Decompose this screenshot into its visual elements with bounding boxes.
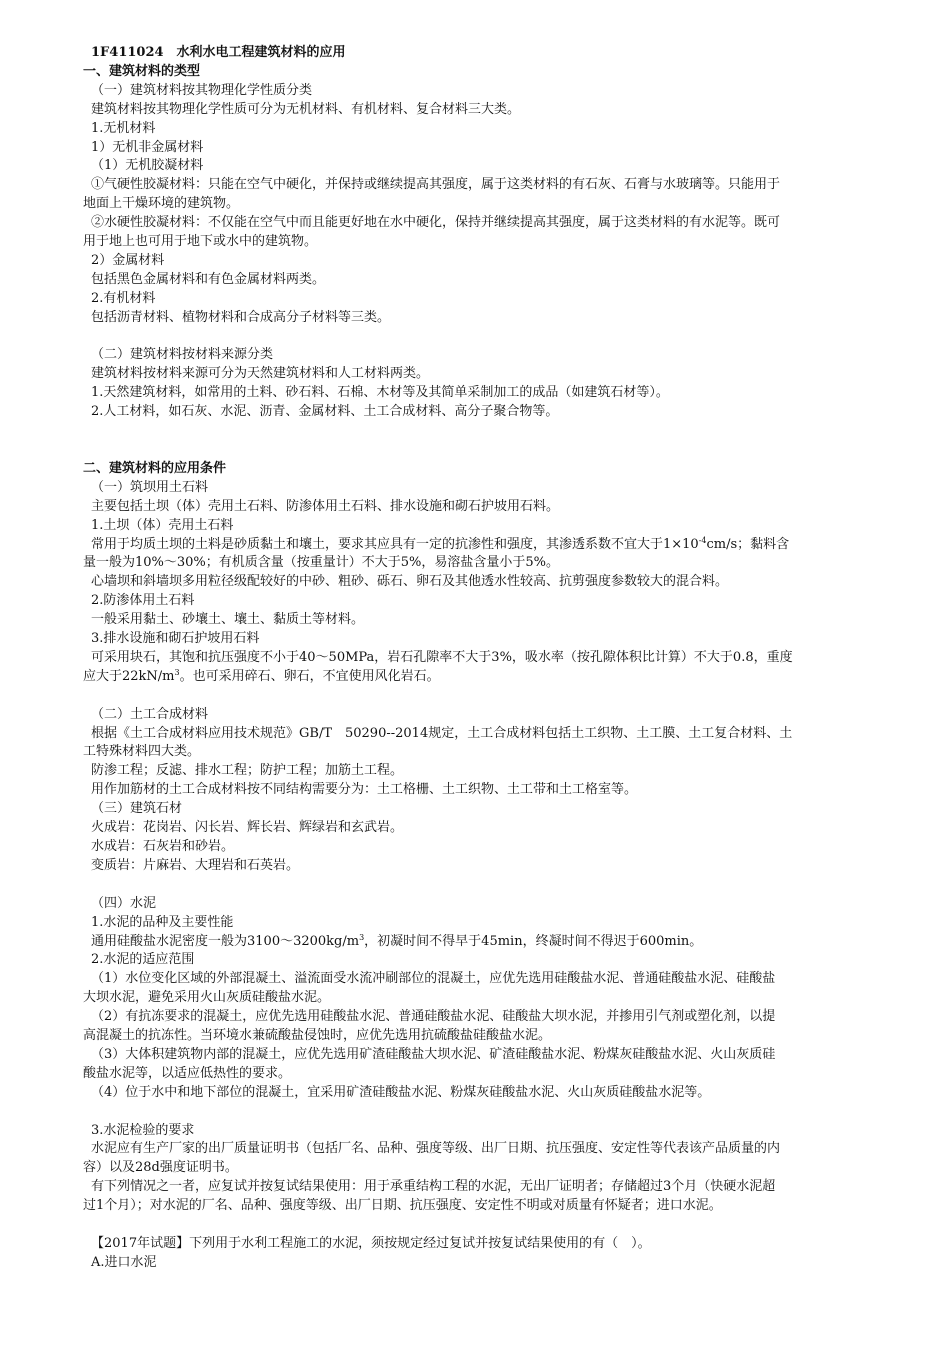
paragraph: 可采用块石，其饱和抗压强度不小于40～50MPa，岩石孔隙率不大于3%，吸水率（按孔隙体积比计算）不大于0.8，重度 [91, 649, 793, 665]
paragraph: （4）位于水中和地下部位的混凝土，宜采用矿渣硅酸盐水泥、粉煤灰硅酸盐水泥、火山灰质硅酸盐水泥等。 [91, 1084, 711, 1100]
paragraph: 2.有机材料 [91, 290, 156, 306]
text: 常用于均质土坝的土料是砂质黏土和壤土，要求其应具有一定的抗渗性和强度，其渗透系数不宜大于1×10 [91, 536, 699, 552]
paragraph: 2.水泥的适应范围 [91, 952, 195, 968]
subheading: （二）土工合成材料 [91, 706, 209, 722]
paragraph: 过1个月）；对水泥的厂名、品种、强度等级、出厂日期、抗压强度、安定性不明或对质量有怀疑者；进口水泥。 [83, 1198, 722, 1214]
paragraph: 建筑材料按材料来源可分为天然建筑材料和人工材料两类。 [91, 366, 430, 382]
heading-2: 二、建筑材料的应用条件 [83, 460, 227, 476]
subheading: （一）建筑材料按其物理化学性质分类 [91, 82, 313, 98]
paragraph [83, 668, 888, 687]
subheading: （四）水泥 [91, 895, 157, 911]
paragraph: 1.土坝（体）壳用土石料 [91, 517, 234, 533]
paragraph: 包括沥青材料、植物材料和合成高分子材料等三类。 [91, 309, 391, 325]
paragraph [83, 933, 888, 952]
paragraph: 用作加筋材的土工合成材料按不同结构需要分为：土工格栅、土工织物、土工带和土工格室等。 [91, 782, 638, 798]
paragraph: （1）无机胶凝材料 [91, 158, 204, 174]
paragraph [83, 536, 888, 555]
superscript: 3 [359, 932, 365, 942]
paragraph: 2.人工材料，如石灰、水泥、沥青、金属材料、土工合成材料、高分子聚合物等。 [91, 404, 559, 420]
superscript: -4 [698, 535, 707, 545]
paragraph: 量一般为10%～30%；有机质含量（按重量计）不大于5%，易溶盐含量小于5%。 [83, 555, 560, 571]
text: 。也可采用碎石、卵石，不宜使用风化岩石。 [179, 668, 440, 684]
answer-option-a: A.进口水泥 [91, 1254, 157, 1270]
text: 应大于22kN/m [83, 668, 175, 684]
paragraph: 有下列情况之一者，应复试并按复试结果使用：用于承重结构工程的水泥，无出厂证明者；存储超过3个月（快硬水泥超 [91, 1179, 776, 1195]
paragraph: 工特殊材料四大类。 [83, 744, 201, 760]
paragraph: 容）以及28d强度证明书。 [83, 1160, 238, 1176]
text: 通用硅酸盐水泥密度一般为3100～3200kg/m [91, 933, 360, 949]
paragraph: 1.水泥的品种及主要性能 [91, 914, 234, 930]
paragraph: 2.防渗体用土石料 [91, 593, 195, 609]
paragraph: ②水硬性胶凝材料：不仅能在空气中而且能更好地在水中硬化，保持并继续提高其强度，属于这类材料的有水泥等。既可 [91, 215, 781, 231]
paragraph: 地面上干燥环境的建筑物。 [83, 196, 240, 212]
paragraph: 心墙坝和斜墙坝多用粒径级配较好的中砂、粗砂、砾石、卵石及其他透水性较高、抗剪强度参数较大的混合料。 [91, 574, 729, 590]
paragraph: 防渗工程；反滤、排水工程；防护工程；加筋土工程。 [91, 763, 404, 779]
paragraph: 火成岩：花岗岩、闪长岩、辉长岩、辉绿岩和玄武岩。 [91, 820, 404, 836]
paragraph: 建筑材料按其物理化学性质可分为无机材料、有机材料、复合材料三大类。 [91, 101, 521, 117]
paragraph: 包括黑色金属材料和有色金属材料两类。 [91, 271, 326, 287]
paragraph: （2）有抗冻要求的混凝土，应优先选用硅酸盐水泥、普通硅酸盐水泥、硅酸盐大坝水泥，并掺用引气剂或塑化剂，以提 [91, 1009, 776, 1025]
paragraph: 高混凝土的抗冻性。当环境水兼硫酸盐侵蚀时，应优先选用抗硫酸盐硅酸盐水泥。 [83, 1028, 552, 1044]
paragraph: 2）金属材料 [91, 252, 165, 268]
paragraph: 1.天然建筑材料，如常用的土料、砂石料、石棉、木材等及其简单采制加工的成品（如建筑石材等）。 [91, 385, 669, 401]
paragraph: （1）水位变化区域的外部混凝土、溢流面受水流冲刷部位的混凝土，应优先选用硅酸盐水泥、普通硅酸盐水泥、硅酸盐 [91, 971, 776, 987]
paragraph: 用于地上也可用于地下或水中的建筑物。 [83, 234, 318, 250]
subheading: （二）建筑材料按材料来源分类 [91, 347, 274, 363]
superscript: 3 [174, 667, 180, 677]
paragraph: 主要包括土坝（体）壳用土石料、防渗体用土石料、排水设施和砌石护坡用石料。 [91, 498, 560, 514]
paragraph: 3.水泥检验的要求 [91, 1122, 195, 1138]
subheading: （三）建筑石材 [91, 801, 183, 817]
paragraph: 水泥应有生产厂家的出厂质量证明书（包括厂名、品种、强度等级、出厂日期、抗压强度、安定性等代表该产品质量的内 [91, 1141, 781, 1157]
paragraph: 大坝水泥，避免采用火山灰质硅酸盐水泥。 [83, 990, 331, 1006]
paragraph: 根据《土工合成材料应用技术规范》GB/T 50290--2014规定，土工合成材料包括土工织物、土工膜、土工复合材料、土 [91, 725, 793, 741]
section-title: 1F411024 水利水电工程建筑材料的应用 [91, 45, 346, 60]
paragraph: 变质岩：片麻岩、大理岩和石英岩。 [91, 857, 300, 873]
paragraph: 1.无机材料 [91, 120, 156, 136]
text: cm/s；黏料含 [706, 536, 790, 552]
paragraph: ①气硬性胶凝材料：只能在空气中硬化，并保持或继续提高其强度，属于这类材料的有石灰、石膏与水玻璃等。只能用于 [91, 177, 781, 193]
exam-question: 【2017年试题】下列用于水利工程施工的水泥，须按规定经过复试并按复试结果使用的有（ ）。 [91, 1236, 651, 1251]
paragraph: 一般采用黏土、砂壤土、壤土、黏质土等材料。 [91, 612, 365, 628]
paragraph: 水成岩：石灰岩和砂岩。 [91, 839, 235, 855]
text: ，初凝时间不得早于45min，终凝时间不得迟于600min。 [364, 933, 703, 949]
paragraph: 酸盐水泥等，以适应低热性的要求。 [83, 1065, 292, 1081]
heading-1: 一、建筑材料的类型 [83, 63, 201, 79]
paragraph: 3.排水设施和砌石护坡用石料 [91, 631, 260, 647]
paragraph: （3）大体积建筑物内部的混凝土，应优先选用矿渣硅酸盐大坝水泥、矿渣硅酸盐水泥、粉煤灰硅酸盐水泥、火山灰质硅 [91, 1046, 776, 1062]
subheading: （一）筑坝用土石料 [91, 479, 209, 495]
paragraph: 1）无机非金属材料 [91, 139, 204, 155]
